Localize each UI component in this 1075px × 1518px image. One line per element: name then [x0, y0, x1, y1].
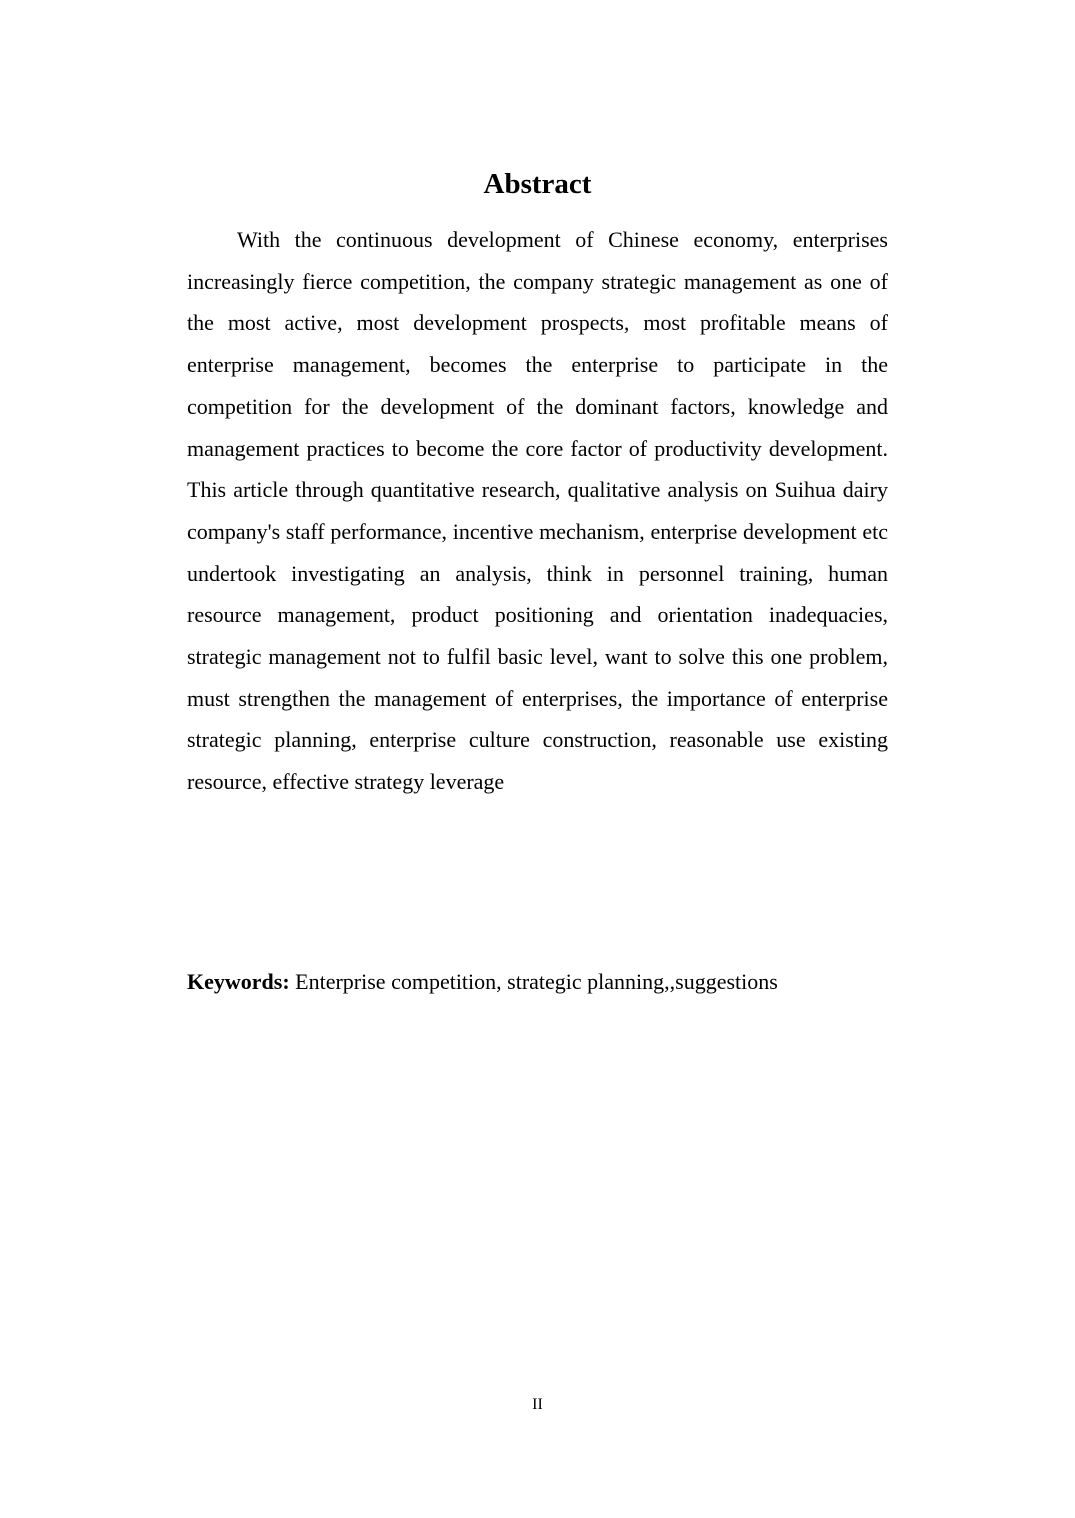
abstract-title: Abstract — [483, 168, 592, 200]
keywords-label: Keywords: — [187, 969, 290, 994]
abstract-body: With the continuous development of Chinese economy, enterprises increasingly fierce competition, the company strategic management as one of the most active, most development prospects, most profitable means of enterprise management, becomes the enterprise to participate in the competition for the development of the dominant factors, knowledge and management practices to become the core factor of productivity development. This article through quantitative research, qualitative analysis on Suihua dairy company's staff performance, incentive mechanism, enterprise development etc undertook investigating an analysis, think in personnel training, human resource management, product positioning and orientation inadequacies, strategic management not to fulfil basic level, want to solve this one problem, must strengthen the management of enterprises, the importance of enterprise strategic planning, enterprise culture construction, reasonable use existing resource, effective strategy leverage — [187, 227, 888, 795]
page-number: II — [532, 1396, 543, 1413]
keywords-line — [187, 961, 947, 1003]
keywords-text: Enterprise competition, strategic planning,,suggestions — [289, 969, 778, 994]
